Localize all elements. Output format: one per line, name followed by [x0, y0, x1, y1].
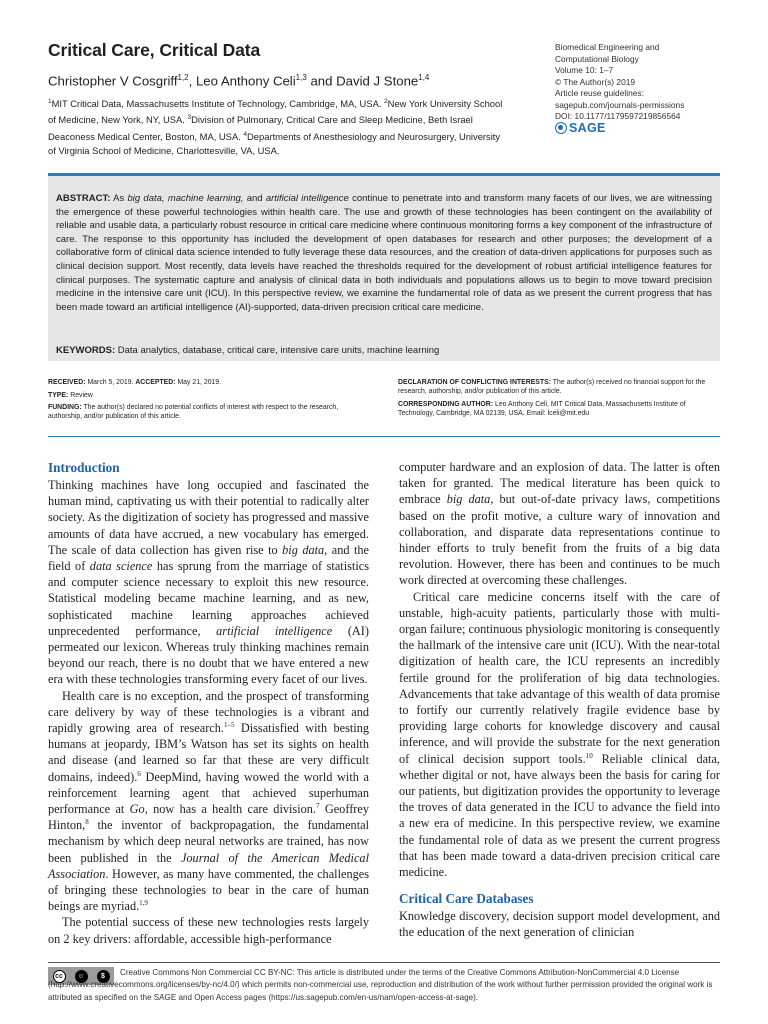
abstract-text: [56, 192, 712, 314]
journal-info-line: Article reuse guidelines:: [555, 88, 644, 98]
paragraph-text: Journal of the American Medical Association: [48, 850, 369, 881]
abstract-label: ABSTRACT:: [56, 193, 111, 204]
body-paragraph: [399, 589, 720, 881]
paragraph-text: Dissatisfied with besting humans at jeopardy, IBM’s Watson has set its sights on health and disease (and learned so far that these are very difficult domains, indeed).: [48, 721, 369, 784]
corresponding-text: Leo Anthony Celi, MIT Critical Data, Massachusetts Institute of Technology, Cambridge, MA 02139, USA. Email: lceli@mit.edu: [398, 400, 686, 417]
body-paragraph: [48, 914, 369, 946]
body-column-right: [399, 459, 720, 941]
affiliation-number: 1: [48, 98, 52, 105]
journal-info-line: © The Author(s) 2019: [555, 76, 636, 87]
paragraph-text: The potential success of these new technologies rests largely on 2 key drivers: affordable, accessible high-performance: [48, 915, 369, 946]
paragraph-text: Health care is no exception, and the prospect of transforming care delivery by way of these technologies is a vibrant and rapidly growing area of research.: [48, 688, 369, 736]
publisher-name: SAGE: [569, 121, 606, 135]
paragraph-text: big data: [282, 542, 325, 557]
author-name: Leo Anthony Celi: [195, 73, 296, 89]
section-heading: Introduction: [48, 460, 120, 475]
article-declarations: [398, 378, 720, 422]
journal-info-line: sagepub.com/journals-permissions: [555, 99, 685, 110]
funding-statement: [48, 403, 368, 421]
footer-divider: [48, 962, 720, 963]
affiliation-number: 2: [384, 98, 388, 105]
funding-text: The author(s) declared no potential conflicts of interest with respect to the research, authorship, and/or publication of this article.: [48, 404, 339, 421]
keywords-label: KEYWORDS:: [56, 345, 116, 356]
accepted-date: May 21, 2019.: [175, 379, 222, 386]
paragraph-text: big data: [446, 492, 491, 507]
paragraph-text: , now has a health care division.: [144, 802, 317, 817]
keywords-text: Data analytics, database, critical care, intensive care units, machine learning: [115, 345, 440, 356]
abstract-panel: [48, 173, 720, 361]
author-affiliation-mark: 1,4: [418, 73, 430, 82]
affiliation-text: Division of Pulmonary, Critical Care and Sleep Medicine, Beth Israel Deaconess Medical Center, Boston, MA, USA.: [48, 114, 473, 142]
paragraph-text: Go: [129, 802, 145, 817]
cc-nc-icon: $: [97, 970, 110, 983]
cc-by-icon: ☺: [75, 970, 88, 983]
paragraph-text: Critical care medicine concerns itself with the care of unstable, high-acuity patients, particularly those with multi-organ failure; continuous physiologic monitoring is consequently the hallmark of the intensive care unit (ICU). With the near-total digitization of health care, the ICU represents an incredibly fertile ground for the proliferation of big data technologies. Advancements that take advantage of this wealth of data promise to fortify our currently relatively fragile evidence base by providing large cohorts for knowledge discovery and causal inference, and will provide the substrate for the next generation of clinical decision support tools.: [399, 589, 720, 766]
paragraph-text: , but out-of-date privacy laws, competitions based on the profit motive, a culture wary of innovation and collaboration, and disparate data representations continue to hinder efforts to truly benefit from the fruits of a big data revolution. However, there has been and continues to be much work directed at overcoming these challenges.: [399, 492, 720, 588]
body-paragraph: [399, 459, 720, 589]
citation-ref: 6: [137, 769, 141, 778]
article-history: [48, 378, 368, 425]
cc-cc-icon: cc: [53, 970, 66, 983]
license-text: Creative Commons Non Commercial CC BY-NC: This article is distributed under the terms of the Creative Commons Attribution-NonCommercial 4.0 License (http://www.creativecommons.org/licenses/by-nc/4.0/) which permits non-commercial use, reproduction and distribution of the work without further permission provided the original work is attributed as specified on the SAGE and Open Access pages (https://us.sagepub.com/en-us/nam/open-access-at-sage).: [48, 968, 713, 1002]
paragraph-text: artificial intelligence: [216, 623, 333, 638]
body-paragraph: [48, 477, 369, 688]
accepted-label: ACCEPTED:: [135, 379, 176, 386]
paragraph-text: Reliable clinical data, whether digital or not, have always been the basis for caring for our patients, but digitization provides the opportunity to leverage the troves of data generated in the ICU to advance the field into a new era of medicine. In this perspective review, we examine the fundamental role of data as we present the current progress that has been made toward a data-driven precision critical care medicine.: [399, 751, 720, 880]
affiliation-number: 3: [187, 114, 192, 122]
journal-info-line: Biomedical Engineering and: [555, 42, 660, 52]
citation-ref: 1–5: [223, 720, 235, 729]
paragraph-text: has sprung from the marriage of statistics and computer science necessary to exploit this new resource. Statistical modeling became machine learning, and as new, sophisticated machine learning approaches achieved unprecedented performance,: [48, 559, 369, 638]
paragraph-text: , and the field of: [48, 542, 369, 574]
citation-ref: 8: [85, 818, 89, 827]
type-value: Review: [68, 391, 93, 399]
received-date: March 5, 2019.: [85, 379, 136, 386]
author-affiliation-mark: 1,3: [295, 73, 307, 82]
journal-info-line: DOI: 10.1177/1179597219856564: [555, 111, 681, 121]
body-column-left: [48, 459, 369, 947]
affiliation-number: 4: [243, 130, 248, 138]
author-list: Christopher V Cosgriff$^{1,2}$, Leo Anthony Celi$^{1,3}$ and David J Stone$^{1,4}$: [48, 73, 430, 89]
journal-info: [555, 42, 745, 123]
affiliation-text: MIT Critical Data, Massachusetts Institute of Technology, Cambridge, MA, USA.: [51, 98, 385, 110]
abstract-segment: and: [243, 193, 266, 204]
abstract-segment: continue to penetrate into and transform many facets of our lives, we are witnessing the emergence of these powerful technologies within health care. The use and growth of these technologies has been contingent on the availability of reliable and usable data, a particularly robust resource in critical care medicine where continuous monitoring forms a key component of the infrastructure of care. The response to this opportunity has included the development of open databases for research and other purposes; the development of a collaborative form of clinical data science intended to fully leverage these data resources, and the creation of data-driven applications for purposes such as clinical decision support. Most recently, data levels have reached the thresholds required for the development of robust artificial intelligence features for clinical purposes. The systematic capture and analysis of clinical data in both individuals and populations allows us to begin to move toward precision medicine in the intensive care unit (ICU). In this perspective review, we examine the fundamental role of data as we present the current progress that has been made toward an artificial intelligence (AI)-supported, data-driven precision critical care medicine.: [56, 193, 712, 313]
affiliation-text: Departments of Anesthesiology and Neurosurgery, University of Virginia School of Medicine, Charlottesville, VA, USA.: [48, 130, 501, 156]
abstract-segment: artificial intelligence: [265, 193, 349, 204]
paragraph-text: . However, as many have commented, the challenges of bringing these technologies to bear in the care of human beings are myriad.: [48, 866, 369, 914]
paragraph-text: the inventor of backpropagation, the fundamental mechanism by which deep neural networks are trained, has now been published in the: [48, 818, 369, 865]
conflicts-label: DECLARATION OF CONFLICTING INTERESTS:: [398, 379, 551, 386]
abstract-segment: As: [110, 193, 128, 204]
corresponding-author: [398, 400, 720, 418]
section-gap: [399, 880, 720, 890]
paragraph-text: computer hardware and an explosion of data. The latter is often taken for granted. The medical literature has been quick to embrace: [399, 460, 720, 507]
paragraph-text: (AI) permeated our lexicon. Whereas truly thinking machines remain beyond our reach, there is no doubt that we have entered a new era with these technologies transforming every facet of our lives.: [48, 623, 369, 687]
article-type: [48, 391, 368, 400]
received-label: RECEIVED:: [48, 379, 86, 386]
citation-ref: 10: [585, 751, 593, 760]
citation-ref: 1,9: [139, 899, 148, 908]
publisher-logo: [555, 121, 606, 135]
conflicts-statement: [398, 378, 720, 396]
paragraph-text: DeepMind, having wowed the world with a reinforcement learning agent that achieved superhuman performance at: [48, 769, 370, 817]
sage-logo-icon: [555, 122, 567, 134]
funding-label: FUNDING:: [48, 404, 82, 412]
author-name: David J Stone: [336, 73, 419, 89]
author-affiliation-mark: 1,2: [177, 73, 189, 82]
paragraph-text: Thinking machines have long occupied and fascinated the human mind, captivating us with their potential to radically alter society. As the digitization of society has progressed and massive amounts of data have accrued, a new vocabulary has emerged. The scale of data collection has given rise to: [48, 478, 369, 557]
paragraph-text: data science: [89, 559, 153, 574]
paragraph-text: Geoffrey Hinton,: [48, 802, 370, 833]
author-name: Christopher V Cosgriff: [48, 73, 178, 89]
journal-info-line: Volume 10: 1–7: [555, 65, 614, 75]
affiliation-text: New York University School of Medicine, New York, NY, USA.: [48, 98, 503, 126]
received-accepted: [48, 378, 368, 387]
journal-info-line: Computational Biology: [555, 53, 639, 64]
author-affiliations: [48, 95, 508, 158]
section-divider: [48, 436, 720, 437]
citation-ref: 7: [316, 801, 320, 810]
corresponding-label: CORRESPONDING AUTHOR:: [398, 400, 494, 408]
body-paragraph: [399, 908, 720, 940]
keywords: [56, 345, 712, 356]
paragraph-text: Knowledge discovery, decision support model development, and the education of the next generation of clinician: [399, 909, 720, 940]
abstract-segment: big data, machine learning,: [127, 193, 244, 204]
body-paragraph: [48, 688, 369, 915]
type-label: TYPE:: [48, 391, 69, 399]
conflicts-text: The author(s) received no financial support for the research, authorship, and/or publication of this article.: [398, 379, 706, 396]
section-heading: Critical Care Databases: [399, 891, 534, 907]
article-title: Critical Care, Critical Data: [48, 40, 261, 60]
